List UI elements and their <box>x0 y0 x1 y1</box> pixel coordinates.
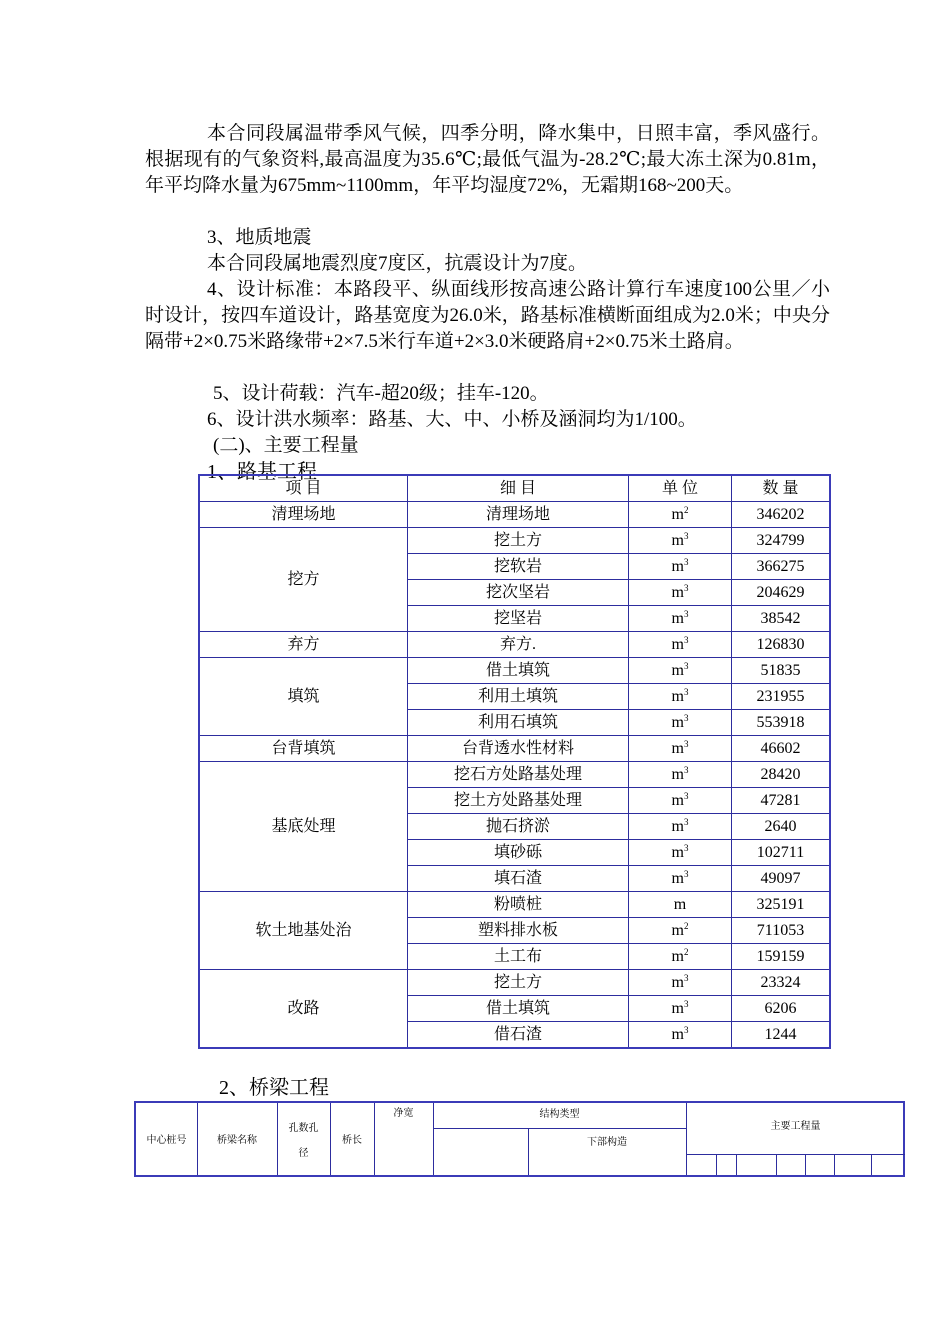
unit-exponent: 3 <box>683 712 689 723</box>
unit-exponent: 2 <box>683 504 689 515</box>
main-quantities-header: 主要工程量 <box>770 1121 821 1132</box>
quantity-cell: 102711 <box>732 840 831 866</box>
unit-exponent: 3 <box>683 764 689 775</box>
unit-cell <box>629 866 732 892</box>
detail-cell: 清理场地 <box>408 502 629 528</box>
detail-cell: 填石渣 <box>408 866 629 892</box>
quantity-cell: 126830 <box>732 632 831 658</box>
unit-symbol: m <box>671 635 684 653</box>
unit-symbol: m <box>671 869 684 887</box>
unit-exponent: 3 <box>683 790 689 801</box>
item-cell: 清理场地 <box>199 502 408 528</box>
unit-exponent: 3 <box>683 608 689 619</box>
table-row <box>199 502 830 528</box>
span-header: 孔数孔 <box>288 1123 319 1134</box>
unit-cell <box>629 502 732 528</box>
unit-symbol: m <box>671 947 684 965</box>
detail-cell: 挖坚岩 <box>408 606 629 632</box>
unit-exponent: 3 <box>683 1024 689 1035</box>
unit-cell <box>629 762 732 788</box>
unit-exponent: 3 <box>683 972 689 983</box>
table-row <box>199 970 830 996</box>
detail-cell: 利用石填筑 <box>408 710 629 736</box>
unit-cell <box>629 814 732 840</box>
unit-cell <box>629 996 732 1022</box>
quantity-cell: 23324 <box>732 970 831 996</box>
quantity-cell: 28420 <box>732 762 831 788</box>
detail-cell: 挖软岩 <box>408 554 629 580</box>
quantity-cell: 2640 <box>732 814 831 840</box>
substructure-header: 下部构造 <box>587 1137 627 1148</box>
detail-cell: 填砂砾 <box>408 840 629 866</box>
item-cell: 软土地基处治 <box>199 892 408 970</box>
unit-cell <box>629 710 732 736</box>
unit-exponent: 3 <box>683 868 689 879</box>
item-cell: 基底处理 <box>199 762 408 892</box>
unit-exponent: 2 <box>683 946 689 957</box>
detail-cell: 借石渣 <box>408 1022 629 1049</box>
unit-cell <box>629 684 732 710</box>
heading-geology: 3、地质地震 <box>207 227 312 248</box>
unit-symbol: m <box>671 1025 684 1043</box>
quantity-cell: 159159 <box>732 944 831 970</box>
structure-type-header: 结构类型 <box>539 1109 580 1120</box>
bridge-name-header: 桥梁名称 <box>217 1135 257 1146</box>
unit-cell <box>629 944 732 970</box>
column-header: 单 位 <box>629 475 732 502</box>
quantity-cell: 346202 <box>732 502 831 528</box>
quantity-cell: 46602 <box>732 736 831 762</box>
unit-symbol: m <box>671 999 684 1017</box>
flood-frequency-paragraph: 6、设计洪水频率：路基、大、中、小桥及涵洞均为1/100。 <box>207 409 697 430</box>
unit-symbol: m <box>671 505 684 523</box>
unit-symbol: m <box>671 557 684 575</box>
unit-cell <box>629 580 732 606</box>
unit-symbol: m <box>671 661 684 679</box>
quantity-cell: 366275 <box>732 554 831 580</box>
design-standard-paragraph: 4、设计标准：本路段平、纵面线形按高速公路计算行车速度100公里／小时设计，按四车道设计，路基宽度为26.0米，路基标准横断面组成为2.0米；中央分隔带+2×0.75米路缘带+2×7.5米行车道+2×3.0米硬路肩+2×0.75米土路肩。 <box>145 279 830 352</box>
unit-symbol: m <box>671 843 684 861</box>
unit-symbol: m <box>671 791 684 809</box>
detail-cell: 塑料排水板 <box>408 918 629 944</box>
table-row <box>199 762 830 788</box>
unit-exponent: 3 <box>683 634 689 645</box>
unit-symbol: m <box>673 895 687 913</box>
center-stake-header: 中心桩号 <box>146 1135 187 1146</box>
table-row <box>199 892 830 918</box>
unit-exponent: 3 <box>683 998 689 1009</box>
unit-symbol: m <box>671 739 684 757</box>
unit-cell <box>629 554 732 580</box>
span-header-line2: 径 <box>298 1148 309 1159</box>
unit-cell <box>629 918 732 944</box>
seismic-paragraph: 本合同段属地震烈度7度区，抗震设计为7度。 <box>207 253 588 274</box>
column-header: 数 量 <box>732 475 831 502</box>
unit-exponent: 3 <box>683 816 689 827</box>
unit-exponent: 3 <box>683 556 689 567</box>
unit-cell <box>629 892 732 918</box>
unit-symbol: m <box>671 713 684 731</box>
column-header: 细 目 <box>408 475 629 502</box>
quantity-cell: 49097 <box>732 866 831 892</box>
unit-cell <box>629 632 732 658</box>
unit-symbol: m <box>671 687 684 705</box>
detail-cell: 挖土方 <box>408 528 629 554</box>
unit-cell <box>629 788 732 814</box>
detail-cell: 抛石挤淤 <box>408 814 629 840</box>
quantity-cell: 711053 <box>732 918 831 944</box>
detail-cell: 挖土方处路基处理 <box>408 788 629 814</box>
quantity-cell: 204629 <box>732 580 831 606</box>
detail-cell: 粉喷桩 <box>408 892 629 918</box>
unit-exponent: 3 <box>683 530 689 541</box>
quantity-cell: 6206 <box>732 996 831 1022</box>
detail-cell: 挖石方处路基处理 <box>408 762 629 788</box>
detail-cell: 借土填筑 <box>408 658 629 684</box>
unit-cell <box>629 840 732 866</box>
net-width-header: 净宽 <box>393 1108 414 1119</box>
detail-cell: 利用土填筑 <box>408 684 629 710</box>
unit-exponent: 2 <box>683 920 689 931</box>
unit-symbol: m <box>671 921 684 939</box>
item-cell: 填筑 <box>199 658 408 736</box>
unit-cell <box>629 736 732 762</box>
quantity-cell: 1244 <box>732 1022 831 1049</box>
unit-exponent: 3 <box>683 686 689 697</box>
column-header: 项 目 <box>199 475 408 502</box>
table-header-row <box>199 475 830 502</box>
subheading-roadbed: 1、路基工程 <box>207 461 317 483</box>
item-cell: 弃方 <box>199 632 408 658</box>
item-cell: 挖方 <box>199 528 408 632</box>
item-cell: 改路 <box>199 970 408 1049</box>
subheading-bridge: 2、桥梁工程 <box>219 1077 329 1099</box>
unit-symbol: m <box>671 973 684 991</box>
detail-cell: 台背透水性材料 <box>408 736 629 762</box>
section-main-quantities: (二)、主要工程量 <box>213 435 359 456</box>
bridge-quantities-table <box>134 1101 905 1177</box>
detail-cell: 弃方. <box>408 632 629 658</box>
detail-cell: 土工布 <box>408 944 629 970</box>
unit-cell <box>629 658 732 684</box>
unit-cell <box>629 1022 732 1049</box>
detail-cell: 挖土方 <box>408 970 629 996</box>
quantity-cell: 47281 <box>732 788 831 814</box>
quantity-cell: 231955 <box>732 684 831 710</box>
quantity-cell: 38542 <box>732 606 831 632</box>
unit-exponent: 3 <box>683 842 689 853</box>
quantity-cell: 325191 <box>732 892 831 918</box>
table-row <box>199 658 830 684</box>
unit-symbol: m <box>671 765 684 783</box>
unit-exponent: 3 <box>683 660 689 671</box>
table-row <box>199 736 830 762</box>
unit-symbol: m <box>671 609 684 627</box>
unit-cell <box>629 606 732 632</box>
detail-cell: 挖次坚岩 <box>408 580 629 606</box>
unit-cell <box>629 528 732 554</box>
unit-symbol: m <box>671 531 684 549</box>
quantity-cell: 553918 <box>732 710 831 736</box>
unit-exponent: 3 <box>683 738 689 749</box>
item-cell: 台背填筑 <box>199 736 408 762</box>
quantity-cell: 51835 <box>732 658 831 684</box>
detail-cell: 借土填筑 <box>408 996 629 1022</box>
roadbed-quantities-table <box>198 474 831 1049</box>
quantity-cell: 324799 <box>732 528 831 554</box>
unit-exponent: 3 <box>683 582 689 593</box>
design-load-paragraph: 5、设计荷载：汽车-超20级；挂车-120。 <box>213 383 549 404</box>
table-row <box>199 632 830 658</box>
bridge-length-header: 桥长 <box>342 1135 362 1146</box>
unit-symbol: m <box>671 583 684 601</box>
table-row <box>199 528 830 554</box>
unit-symbol: m <box>671 817 684 835</box>
climate-paragraph: 本合同段属温带季风气候，四季分明，降水集中，日照丰富，季风盛行。根据现有的气象资料,最高温度为35.6℃;最低气温为-28.2℃;最大冻土深为0.81m，年平均降水量为675mm~1100mm，年平均湿度72%，无霜期168~200天。 <box>145 123 830 196</box>
unit-cell <box>629 970 732 996</box>
